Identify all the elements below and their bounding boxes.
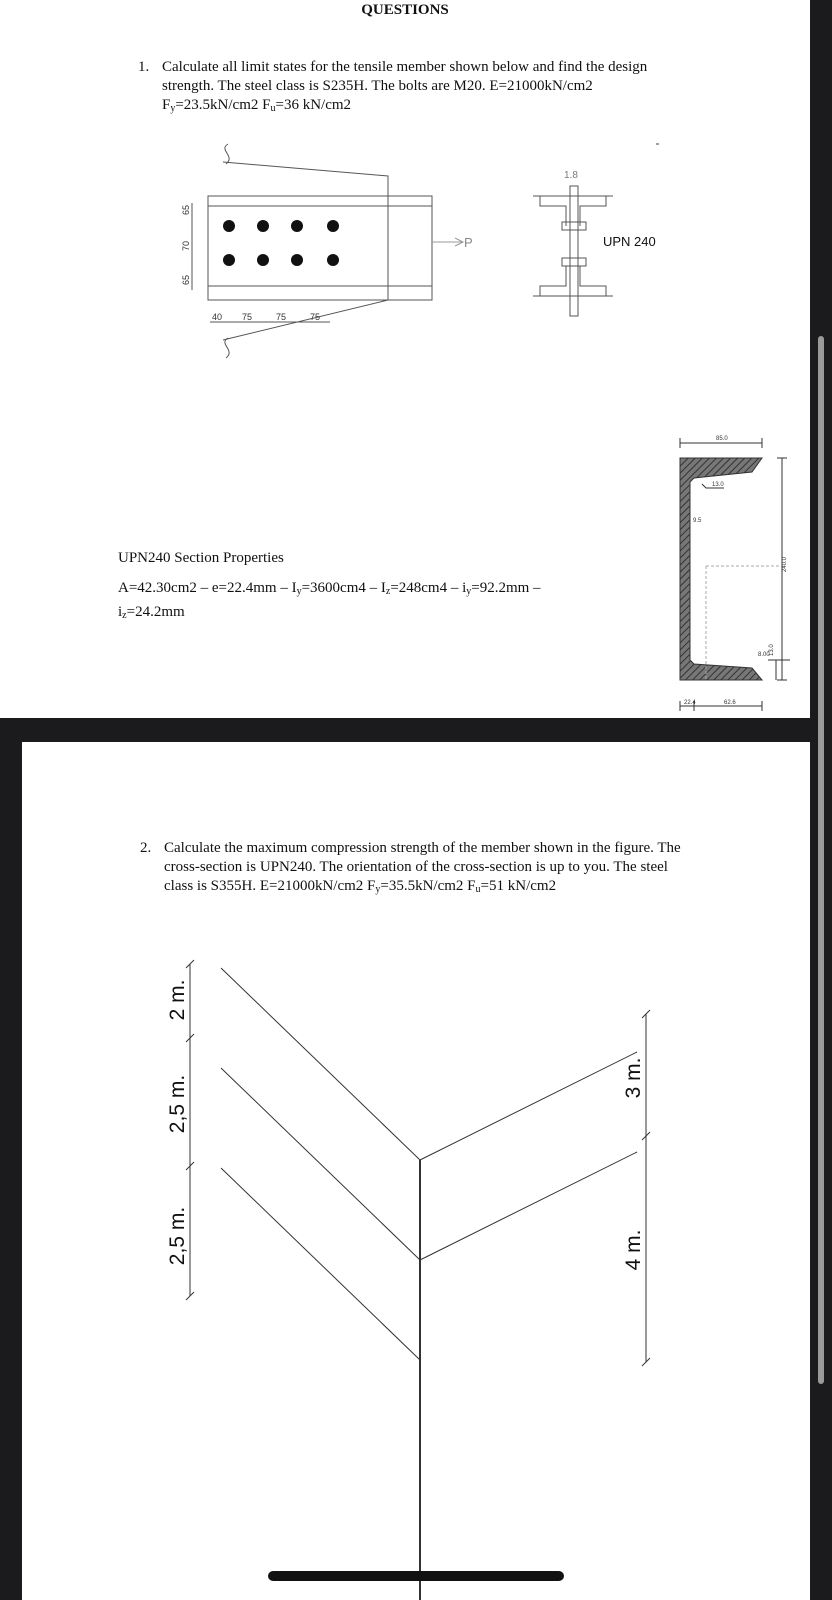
edge-dim-middle: 70 <box>181 240 191 251</box>
right-dim-1: 4 m. <box>622 1229 645 1271</box>
page-1 <box>0 0 810 718</box>
section-dim-width: 85.0 <box>716 436 728 442</box>
section-dim-e: 22.4 <box>684 700 696 706</box>
section-dim-height: 240.0 <box>782 556 788 572</box>
left-brace-bottom <box>221 1168 420 1360</box>
question-1-line-1: Calculate all limit states for the tensile member shown below and find the design <box>162 59 648 75</box>
question-1-number: 1. <box>138 59 150 75</box>
question-2-line-3: class is S355H. E=21000kN/cm2 $F_y=35.5kN/cm2$ $F_u=51$ kN/cm2 <box>164 878 557 895</box>
left-brace-middle <box>221 1068 420 1260</box>
pitch-dim-2: 75 <box>242 312 253 322</box>
scrollbar[interactable] <box>818 336 824 1384</box>
section-dim-radius: 8.00 <box>758 652 770 658</box>
section-dim-rest: 62.6 <box>724 700 736 706</box>
load-label: P <box>464 235 473 250</box>
upn-profile <box>680 458 762 680</box>
home-indicator[interactable] <box>268 1571 564 1581</box>
section-dim-flange: 13.0 <box>712 482 724 488</box>
edge-dim-bottom: 65 <box>181 274 191 285</box>
question-2-line-1: Calculate the maximum compression strength of the member shown in the figure. The <box>164 840 681 856</box>
question-2-line-2: cross-section is UPN240. The orientation of the cross-section is up to you. The steel <box>164 859 668 875</box>
left-brace-top <box>221 968 420 1160</box>
page-title: QUESTIONS <box>361 2 449 18</box>
right-dim-2: 3 m. <box>622 1057 645 1099</box>
question-1-line-2: strength. The steel class is S235H. The bolts are M20. E=21000kN/cm2 <box>162 78 593 94</box>
section-properties: $A=42.30cm2 - e=22.4mm - I_y=3600cm4 - I_z=248cm4 - i_y=92.2mm$ – $i_z=24.2mm$ <box>118 580 541 621</box>
plate-thickness-label: 1.8 <box>564 170 578 181</box>
pitch-dim-1: 40 <box>212 312 223 322</box>
right-brace-top <box>420 1052 637 1160</box>
section-dim-web: 9.5 <box>693 518 702 524</box>
left-dim-1: 2,5 m. <box>166 1206 189 1266</box>
page-2 <box>22 742 810 1600</box>
pitch-dim-3: 75 <box>276 312 287 322</box>
left-dim-3: 2 m. <box>166 979 189 1021</box>
left-dim-2: 2,5 m. <box>166 1074 189 1134</box>
question-2-number: 2. <box>140 840 152 856</box>
right-brace-bottom <box>420 1152 637 1260</box>
section-label: UPN 240 <box>603 234 656 249</box>
section-dim-flange-bottom: 13.0 <box>769 644 775 656</box>
section-properties-title: UPN240 Section Properties <box>118 550 284 566</box>
frame-figure <box>22 742 810 1600</box>
question-1-line-3: $F_y=23.5kN/cm2$ $F_u=36$ kN/cm2 <box>162 97 352 114</box>
pitch-dim-4: 75 <box>310 312 321 322</box>
edge-dim-top: 65 <box>181 204 191 215</box>
